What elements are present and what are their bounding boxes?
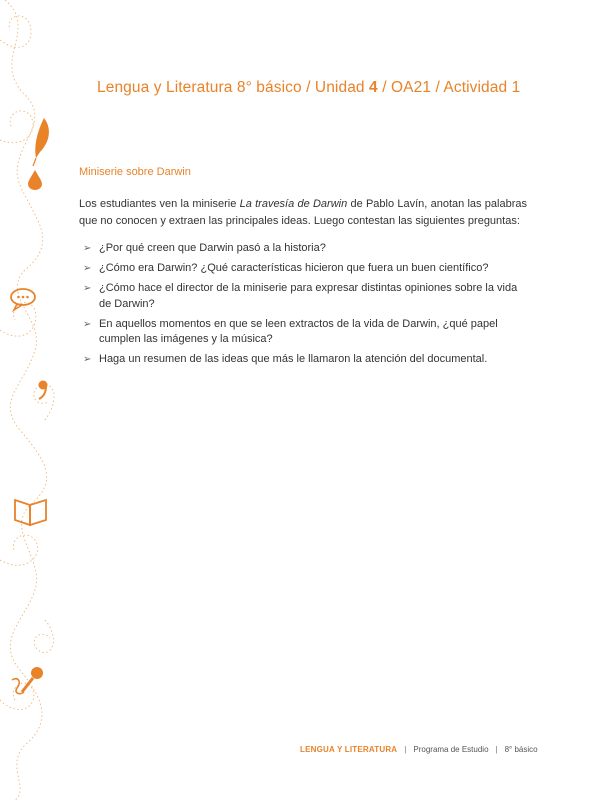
question-text: Haga un resumen de las ideas que más le llamaron la atención del documental. bbox=[99, 353, 488, 365]
comma-icon bbox=[39, 381, 48, 400]
bullet-arrow-icon: ➢ bbox=[83, 354, 92, 365]
footer-program: Programa de Estudio bbox=[413, 745, 489, 754]
list-item bbox=[79, 261, 527, 277]
footer-separator: | bbox=[404, 745, 407, 754]
list-item bbox=[79, 241, 527, 257]
speech-bubble-icon bbox=[11, 289, 35, 310]
intro-text-1: Los estudiantes ven la miniserie bbox=[79, 198, 240, 210]
page-title bbox=[97, 79, 520, 97]
feather-pen-icon bbox=[33, 118, 49, 166]
ink-drop-icon bbox=[28, 170, 42, 190]
list-item bbox=[79, 317, 527, 348]
question-text: ¿Por qué creen que Darwin pasó a la historia? bbox=[99, 242, 326, 254]
question-list bbox=[79, 241, 527, 372]
page-footer bbox=[300, 745, 538, 754]
footer-separator: | bbox=[495, 745, 498, 754]
footer-subject: LENGUA Y LITERATURA bbox=[300, 745, 398, 754]
intro-text-2: de Pablo Lavín, anotan las palabras que no conocen y extraen las principales ideas. Luego contestan las siguientes preguntas: bbox=[79, 198, 528, 227]
title-prefix: Lengua y Literatura 8° básico / Unidad bbox=[97, 79, 370, 96]
title-suffix: / OA21 / Actividad 1 bbox=[377, 79, 521, 96]
bullet-arrow-icon: ➢ bbox=[83, 243, 92, 254]
question-text: En aquellos momentos en que se leen extractos de la vida de Darwin, ¿qué papel cumplen las imágenes y la música? bbox=[99, 317, 498, 345]
list-item bbox=[79, 281, 527, 312]
unit-number: 4 bbox=[369, 79, 378, 96]
footer-grade: 8° básico bbox=[504, 745, 538, 754]
question-text: ¿Cómo hace el director de la miniserie para expresar distintas opiniones sobre la vida de Darwin? bbox=[99, 282, 518, 310]
series-title: La travesía de Darwin bbox=[239, 198, 348, 210]
list-item bbox=[79, 352, 527, 368]
intro-paragraph bbox=[79, 196, 527, 229]
bullet-arrow-icon: ➢ bbox=[83, 283, 92, 294]
bullet-arrow-icon: ➢ bbox=[83, 263, 92, 274]
question-text: ¿Cómo era Darwin? ¿Qué características hicieron que fuera un buen científico? bbox=[99, 262, 489, 274]
bullet-arrow-icon: ➢ bbox=[83, 318, 92, 330]
open-book-icon bbox=[15, 500, 46, 525]
section-title: Miniserie sobre Darwin bbox=[79, 166, 191, 178]
decorative-border bbox=[0, 0, 70, 800]
